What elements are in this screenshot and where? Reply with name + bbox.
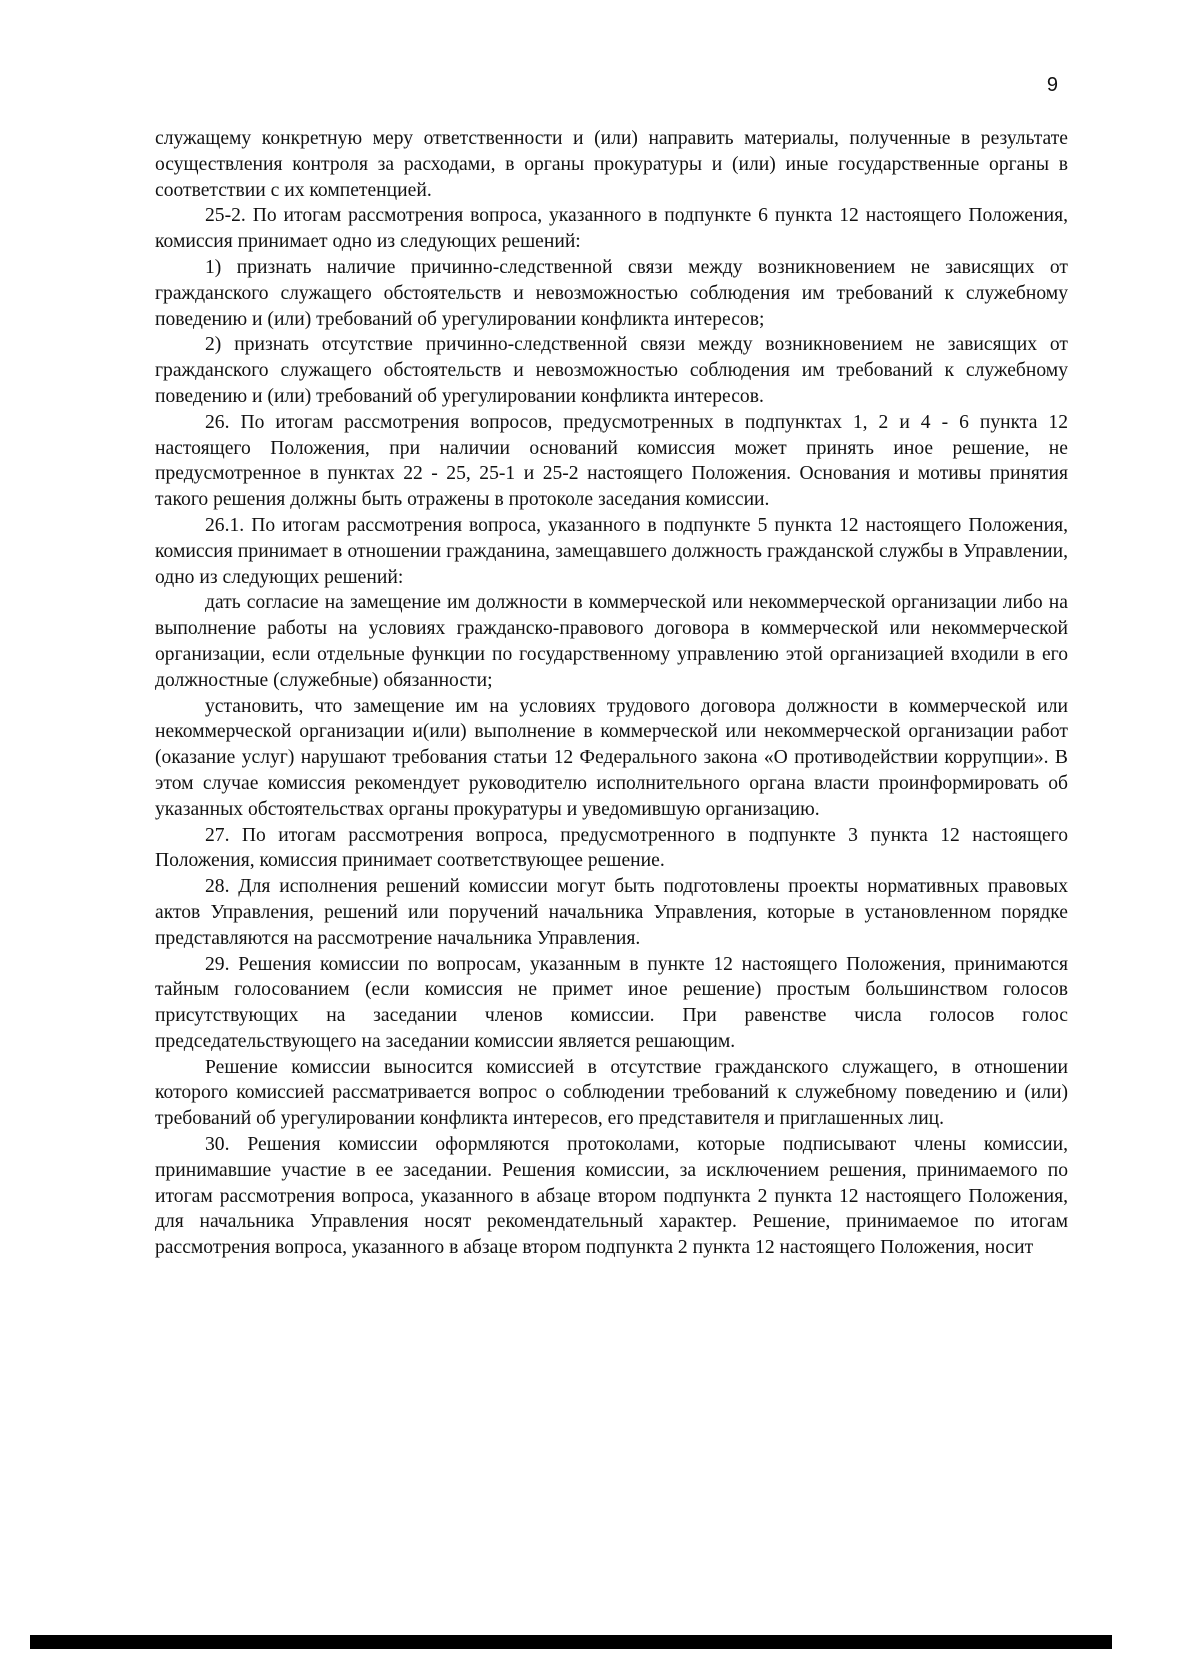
- paragraph-26-1: 26.1. По итогам рассмотрения вопроса, указанного в подпункте 5 пункта 12 настоящего Положения, комиссия принимает в отношении гражданина, замещавшего должность гражданской службы в Управлении, одно из следующих решений:: [155, 514, 1068, 588]
- paragraph-25-2-item-2: 2) признать отсутствие причинно-следственной связи между возникновением не зависящих от гражданского служащего обстоятельств и невозможностью соблюдения им требований к служебному поведению и (или) требований об урегулировании конфликта интересов.: [155, 334, 1068, 407]
- document-body: [155, 126, 1068, 1261]
- paragraph-25-2: 25-2. По итогам рассмотрения вопроса, указанного в подпункте 6 пункта 12 настоящего Положения, комиссия принимает одно из следующих решений:: [155, 205, 1068, 253]
- paragraph-25-2-item-1: 1) признать наличие причинно-следственной связи между возникновением не зависящих от гражданского служащего обстоятельств и невозможностью соблюдения им требований к служебному поведению и (или) требований об урегулировании конфликта интересов;: [155, 256, 1068, 330]
- paragraph-29-decision: Решение комиссии выносится комиссией в отсутствие гражданского служащего, в отношении которого комиссией рассматривается вопрос о соблюдении требований к служебному поведению и (или) требований об урегулировании конфликта интересов, его представителя и приглашенных лиц.: [155, 1056, 1068, 1130]
- paragraph-continuation: служащему конкретную меру ответственности и (или) направить материалы, полученные в результате осуществления контроля за расходами, в органы прокуратуры и (или) иные государственные органы в соответствии с их компетенцией.: [155, 128, 1068, 201]
- paragraph-28: 28. Для исполнения решений комиссии могут быть подготовлены проекты нормативных правовых актов Управления, решений или поручений начальника Управления, которые в установленном порядке представляются на рассмотрение начальника Управления.: [155, 876, 1068, 949]
- scan-edge-bar: [30, 1635, 1112, 1649]
- paragraph-26: 26. По итогам рассмотрения вопросов, предусмотренных в подпунктах 1, 2 и 4 - 6 пункта 12 настоящего Положения, при наличии оснований комиссия может принять иное решение, не предусмотренное в пунктах 22 - 25, 25-1 и 25-2 настоящего Положения. Основания и мотивы принятия такого решения должны быть отражены в протоколе заседания комиссии.: [155, 411, 1068, 511]
- paragraph-26-1-option-2: установить, что замещение им на условиях трудового договора должности в коммерческой или некоммерческой организации и(или) выполнение в коммерческой или некоммерческой организации работ (оказание услуг) нарушают требования статьи 12 Федерального закона «О противодействии коррупции». В этом случае комиссия рекомендует руководителю исполнительного органа власти проинформировать об указанных обстоятельствах органы прокуратуры и уведомившую организацию.: [155, 695, 1068, 820]
- page-number: 9: [1046, 74, 1058, 96]
- paragraph-27: 27. По итогам рассмотрения вопроса, предусмотренного в подпункте 3 пункта 12 настоящего Положения, комиссия принимает соответствующее решение.: [155, 824, 1068, 872]
- paragraph-26-1-option-1: дать согласие на замещение им должности в коммерческой или некоммерческой организации либо на выполнение работы на условиях гражданско-правового договора в коммерческой или некоммерческой организации, если отдельные функции по государственному управлению этой организацией входили в его должностные (служебные) обязанности;: [155, 592, 1068, 691]
- paragraph-30: 30. Решения комиссии оформляются протоколами, которые подписывают члены комиссии, принимавшие участие в ее заседании. Решения комиссии, за исключением решения, принимаемого по итогам рассмотрения вопроса, указанного в абзаце втором подпункта 2 пункта 12 настоящего Положения, для начальника Управления носят рекомендательный характер. Решение, принимаемое по итогам рассмотрения вопроса, указанного в абзаце втором подпункта 2 пункта 12 настоящего Положения, носит: [155, 1134, 1068, 1259]
- paragraph-29: 29. Решения комиссии по вопросам, указанным в пункте 12 настоящего Положения, принимаются тайным голосованием (если комиссия не примет иное решение) простым большинством голосов присутствующих на заседании членов комиссии. При равенстве числа голосов голос председательствующего на заседании комиссии является решающим.: [155, 953, 1068, 1052]
